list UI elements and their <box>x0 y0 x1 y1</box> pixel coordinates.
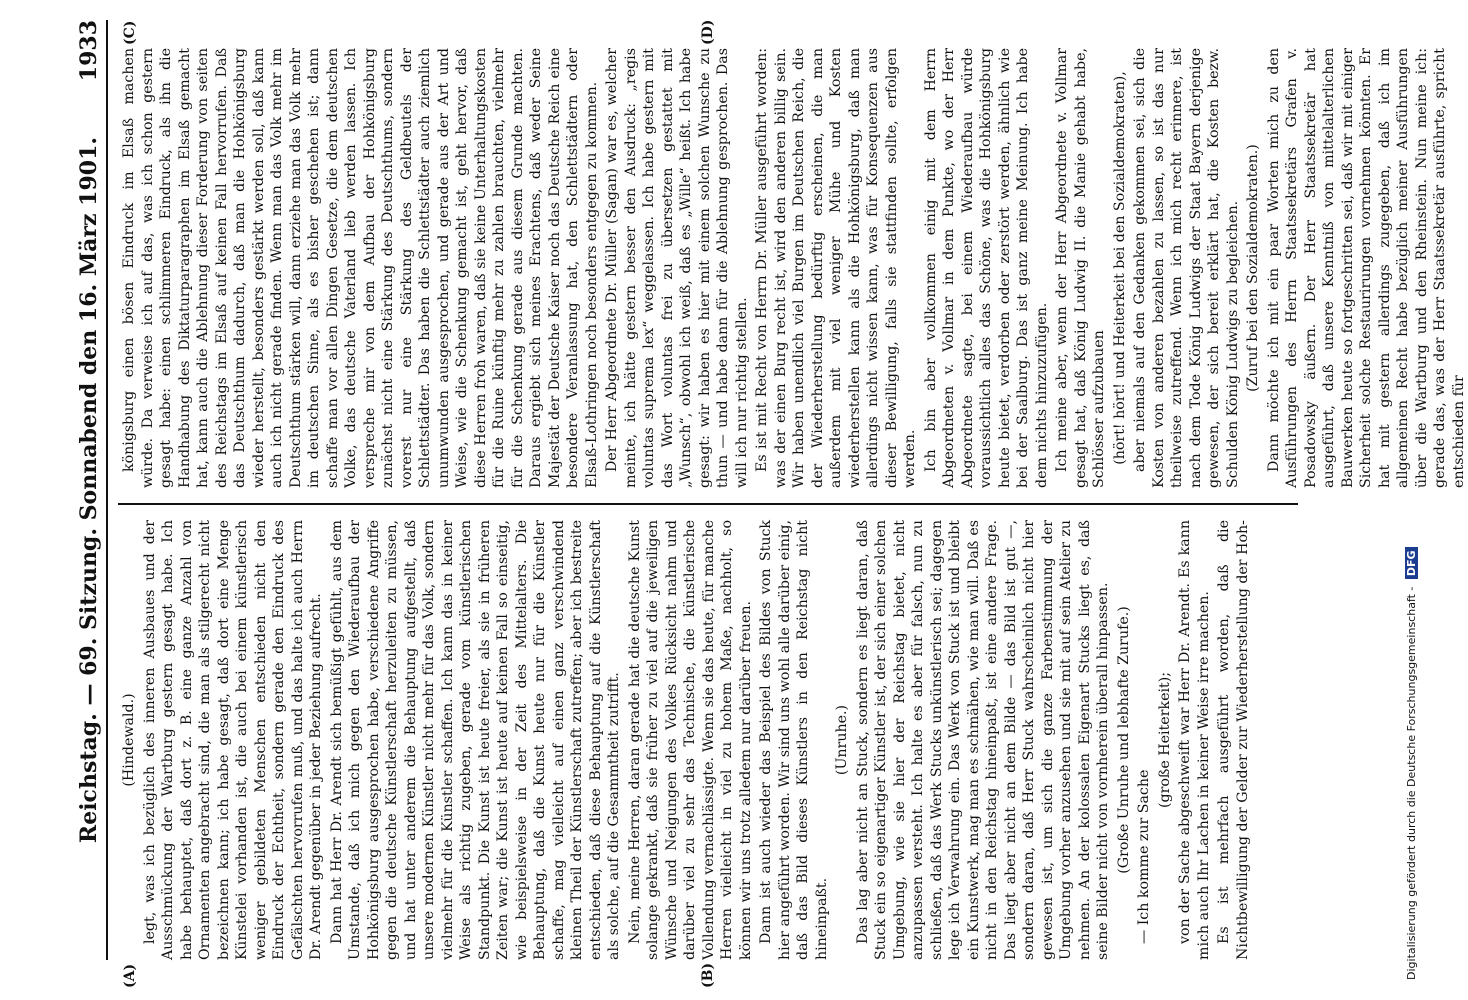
paragraph: Es ist mit Recht von Herrn Dr. Müller ausgeführt worden: was der einen Burg recht ist, wird den anderen billig sein. Wir haben unendlich viel Burgen im Deutschen Reich, die der Wiederherstellung bedürftig erscheinen, die man außerdem mit viel weniger Mühe und Kosten wiederherstellen kann als die Hohkönigsburg, daß man allerdings nicht wissen kann, was für Konsequenzen aus dieser Bewilligung, falls sie stattfinden sollte, erfolgen werden. <box>754 48 918 488</box>
paragraph: Nein, meine Herren, daran gerade hat die deutsche Kunst solange gekrankt, daß sie früher zu viel auf die jeweiligen Wünsche und Neigungen des Volkes Rücksicht nahm und darüber viel zu sehr das Technische, die künstlerische Vollendung vernachlässigte. Wenn sie das heute, für manche Herren vielleicht in viel zu hohem Maße, nachholt, so können wir uns trotz alledem nur darüber freuen. <box>626 520 754 960</box>
margin-mark-b: (B) <box>700 962 716 988</box>
interjection: (große Heiterkeit); <box>1156 671 1173 809</box>
interjection: (hört! hört! und Heiterkeit bei den Sozialdemokraten), <box>1111 71 1128 465</box>
margin-mark-a: (A) <box>122 963 138 988</box>
right-column <box>120 48 1467 488</box>
paragraph: — Ich komme zur Sache <box>1136 769 1152 944</box>
footer-text: Digitalisierung gefördert durch die Deutsche Forschungsgemeinschaft - <box>1405 586 1418 980</box>
interjection: (Unruhe.) <box>834 704 850 776</box>
digitization-footer <box>1405 547 1418 980</box>
margin-mark-c: (C) <box>122 20 138 45</box>
interjection: (Große Unruhe und lebhafte Zurufe.) <box>1115 606 1132 874</box>
column-divider <box>118 503 1298 505</box>
paragraph: Dann möchte ich mit ein paar Worten mich zu den Ausführungen des Herrn Staatssekretärs Grafen v. Posadowsky äußern. Der Herr Staatssekretär hat ausgeführt, daß unsere Kenntniß von mittelalterlichen Bauwerken heute so fortgeschritten sei, daß wir mit einiger Sicherheit solche Restaurirungen vornehmen könnten. Er hat mit gestern allerdings zugegeben, daß ich im allgemeinen Recht habe bezüglich meiner Ausführungen über die Wartburg und den Rheinstein. Nun meine ich: gerade das, was der Herr Staatssekretär ausführte, spricht entschieden für <box>1265 48 1467 488</box>
margin-mark-d: (D) <box>700 19 716 45</box>
header-title: Reichstag. — 69. Sitzung. Sonnabend den 16. März 1901. <box>76 136 102 844</box>
speaker-label: (Hindewald.) <box>121 693 137 787</box>
paragraph: legt, was ich bezüglich des inneren Ausbaues und der Ausschmückung der Wartburg gestern gesagt habe. Ich habe behauptet, daß dort z. B. eine ganze Anzahl von Ornamenten angebracht sind, die man als stilgerecht nicht bezeichnen kann; ich habe gesagt, daß dort eine Menge Künstelei vorhanden ist, die auch bei einem künstlerisch weniger gebildeten Menschen entschieden nicht den Eindruck der Echtheit, sondern gerade den Eindruck des Gefälschten hervorrufen muß, und das halte ich auch Herrn Dr. Arendt gegenüber in jeder Beziehung aufrecht. <box>141 520 324 960</box>
paragraph: von der Sache abgeschweift war Herr Dr. Arendt. Es kann mich auch Ihr Lachen in keiner Weise irre machen. <box>1177 520 1212 960</box>
left-column <box>120 520 1300 960</box>
paragraph: Dann hat Herr Dr. Arendt sich bemüßigt gefühlt, aus dem Umstande, daß ich mich gegen den Wiederaufbau der Hohkönigsburg ausgesprochen habe, verschiedene Angriffe gegen die deutsche Künstlerschaft herzuleiten zu müssen, und hat unter anderem die Behauptung aufgestellt, daß unsere modernen Künstler nicht mehr für das Volk, sondern vielmehr für die Künstler schaffen. Ich kann das in keiner Weise als richtig zugeben, gerade vom künstlerischen Standpunkt. Die Kunst ist heute freier, als sie in früheren Zeiten war; die Kunst ist heute auf keinen Fall so einseitig, wie beispielsweise in der Zeit des Mittelalters. Die Behauptung, daß die Kunst heute nur für die Künstler schaffe, mag vielleicht auf einen ganz verschwindend kleinen Theil der Künstlerschaft zutreffen; aber ich bestreite entschieden, daß diese Behauptung auf die Künstlerschaft als solche, auf die Gesammtheit zutrifft. <box>328 520 622 960</box>
paragraph: Ich bin aber vollkommen einig mit dem Herrn Abgeordneten v. Vollmar in dem Punkte, wo der Herr Abgeordnete sagte, bei einem Wiederaufbau würde voraussichtlich alles das Schöne, was die Hohkönigsburg heute bietet, verdorben oder zerstört werden, ähnlich wie bei der Saalburg. Das ist ganz meine Meinung. Ich habe dem nichts hinzuzufügen. <box>922 48 1050 488</box>
paragraph: aber niemals auf den Gedanken gekommen sei, sich die Kosten von anderen bezahlen zu lassen, so ist das nur theilweise zutreffend. Wenn ich mich recht erinnere, ist nach dem Tode König Ludwigs der Staat Bayern derjenige gewesen, der sich bereit erklärt hat, die Kosten bezw. Schulden König Ludwigs zu begleichen. <box>1132 48 1241 488</box>
paragraph: Dann ist auch wieder das Beispiel des Bildes von Stuck hier angeführt worden. Wir sind uns wohl alle darüber einig, daß das Bild dieses Künstlers in den Reichstag nicht hineinpaßt. <box>758 520 830 960</box>
paragraph: Der Herr Abgeordnete Dr. Müller (Sagan) war es, welcher meinte, ich hätte gestern besser den Ausdruck: „regis voluntas suprema lex“ weggelassen. Ich habe gestern mit das Wort voluntas frei zu übersetzen gestattet mit „Wunsch“, obwohl ich weiß, daß es „Wille“ heißt. Ich habe gesagt: wir haben es hier mit einem solchen Wunsche zu thun — und habe dann für die Ablehnung gesprochen. Das will ich nur richtig stellen. <box>604 48 750 488</box>
paragraph: königsburg einen bösen Eindruck im Elsaß machen würde. Da verweise ich auf das, was ich schon gestern gesagt habe: einen schlimmeren Eindruck, als ihn die Handhabung des Diktaturparagraphen im Elsaß gemacht hat, kann auch die Ablehnung dieser Forderung von seiten des Reichstags im Elsaß auf keinen Fall hervorrufen. Daß das Deutschthum dadurch, daß man die Hohkönigsburg wieder herstellt, besonders gestärkt werden soll, daß kann auch ich nicht gerade finden. Wenn man das Volk mehr im Deutschthum stärken will, dann erziehe man das Volk mehr im deutschen Sinne, als es bisher geschehen ist; dann schaffe man vor allen Dingen Gesetze, die dem deutschen Volke, das deutsche Vaterland lieb werden lassen. Ich verspreche mir von dem Aufbau der Hohkönigsburg zunächst nicht eine Stärkung des Deutschthums, sondern vorerst nur eine Stärkung des Geldbeutels der Schlettstädter. Das haben die Schlettstädter auch ziemlich unumwunden ausgesprochen, und gerade aus der Art und Weise, wie die Schenkung gemacht ist, geht hervor, daß diese Herren froh waren, daß sie keine Unterhaltungskosten für die Ruine künftig mehr zu zahlen brauchten, vielmehr für die Schenkung gerade aus diesem Grunde machten. Daraus ergiebt sich meines Erachtens, daß weder Seine Majestät der Deutsche Kaiser noch das Deutsche Reich eine besondere Veranlassung hat, den Schlettstädtern oder Elsaß-Lothringen noch besonders entgegen zu kommen. <box>121 48 600 488</box>
dfg-logo: DFG <box>1405 547 1418 579</box>
page-header <box>72 20 108 960</box>
paragraph: Ich meine aber, wenn der Herr Abgeordnete v. Vollmar gesagt hat, daß König Ludwig II. die Manie gehabt habe, Schlösser aufzubauen <box>1054 48 1107 488</box>
page-number: 1933 <box>76 20 102 82</box>
interjection: (Zuruf bei den Sozialdemokraten.) <box>1245 144 1261 392</box>
paragraph: Es ist mehrfach ausgeführt worden, daß die Nichtbewilligung der Gelder zur Wiederherstellung der Hoh- <box>1216 520 1251 960</box>
paragraph: Das lag aber nicht an Stuck, sondern es liegt daran, daß Stuck ein so eigenartiger Künstler ist, der sich einer solchen Umgebung, wie sie hier der Reichstag bietet, nicht anzupassen versteht. Ich halte es aber für falsch, nun zu schließen, daß das Werk Stucks unkünstlerisch sei; dagegen lege ich Verwahrung ein. Das Werk von Stuck ist und bleibt ein Kunstwerk, mag man es schmähen, wie man will. Daß es nicht in den Reichstag hineinpaßt, ist eine andere Frage. Das liegt aber nicht an dem Bilde — das Bild ist gut —, sondern daran, daß Herr Stuck wahrscheinlich nicht hier gewesen ist, um sich die ganze Farbenstimmung der Umgebung vorher anzusehen und sie mit auf sein Atelier zu nehmen. An der kolossalen Eigenart Stucks liegt es, daß seine Bilder nicht von vornherein überall hinpassen. <box>854 520 1111 960</box>
